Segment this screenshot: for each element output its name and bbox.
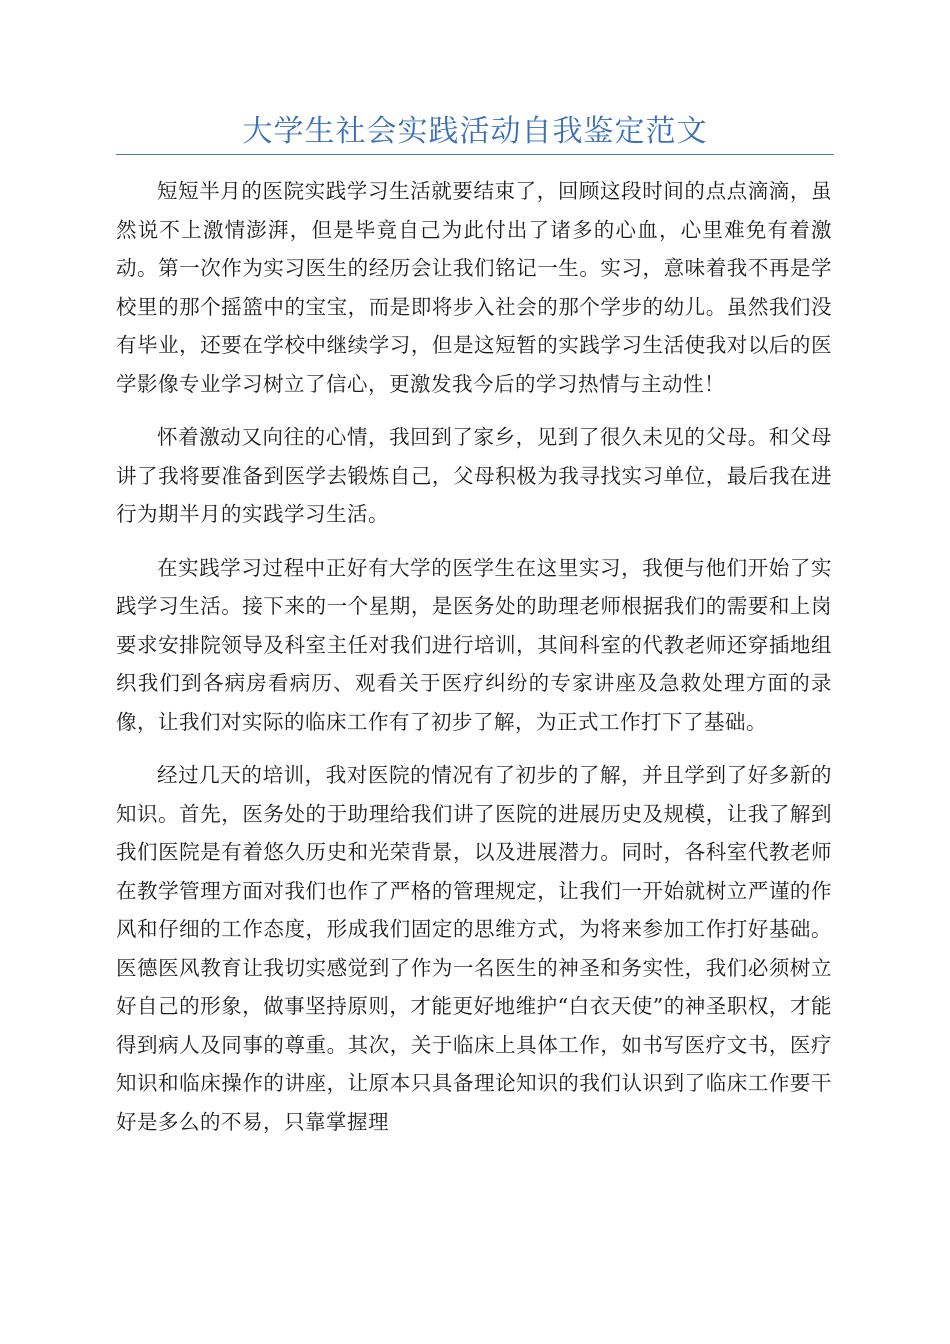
paragraph-2: 怀着激动又向往的心情，我回到了家乡，见到了很久未见的父母。和父母讲了我将要准备到医学去锻炼自己，父母积极为我寻找实习单位，最后我在进行为期半月的实践学习生活。 <box>116 425 832 526</box>
title-underline <box>116 154 834 155</box>
document-body <box>116 172 832 1156</box>
document-title: 大学生社会实践活动自我鉴定范文 <box>242 114 708 149</box>
paragraph-1: 短短半月的医院实践学习生活就要结束了，回顾这段时间的点点滴滴，虽然说不上激情澎湃，但是毕竟自己为此付出了诸多的心血，心里难免有着激动。第一次作为实习医生的经历会让我们铭记一生。实习，意味着我不再是学校里的那个摇篮中的宝宝，而是即将步入社会的那个学步的幼儿。虽然我们没有毕业，还要在学校中继续学习，但是这短暂的实践学习生活使我对以后的医学影像专业学习树立了信心，更激发我今后的学习热情与主动性！ <box>116 179 832 396</box>
paragraph-3: 在实践学习过程中正好有大学的医学生在这里实习，我便与他们开始了实践学习生活。接下来的一个星期，是医务处的助理老师根据我们的需要和上岗要求安排院领导及科室主任对我们进行培训，其间科室的代教老师还穿插地组织我们到各病房看病历、观看关于医疗纠纷的专家讲座及急救处理方面的录像，让我们对实际的临床工作有了初步了解，为正式工作打下了基础。 <box>116 555 832 734</box>
paragraph-4: 经过几天的培训，我对医院的情况有了初步的了解，并且学到了好多新的知识。首先，医务处的于助理给我们讲了医院的进展历史及规模，让我了解到我们医院是有着悠久历史和光荣背景，以及进展潜力。同时，各科室代教老师在教学管理方面对我们也作了严格的管理规定，让我们一开始就树立严谨的作风和仔细的工作态度，形成我们固定的思维方式，为将来参加工作打好基础。医德医风教育让我切实感觉到了作为一名医生的神圣和务实性，我们必须树立好自己的形象，做事坚持原则，才能更好地维护“白衣天使”的神圣职权，才能得到病人及同事的尊重。其次，关于临床上具体工作，如书写医疗文书，医疗知识和临床操作的讲座，让原本只具备理论知识的我们认识到了临床工作要干好是多么的不易，只靠掌握理 <box>116 763 832 1134</box>
